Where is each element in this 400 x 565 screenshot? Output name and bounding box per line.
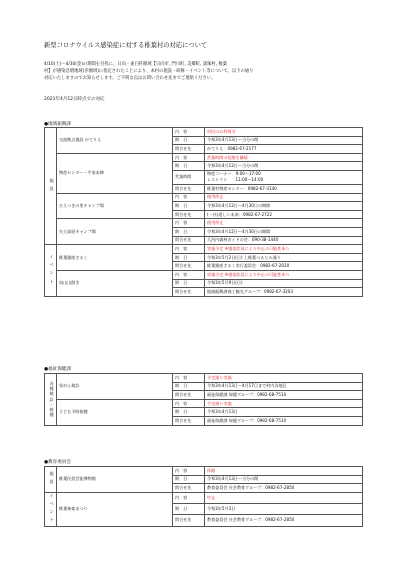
group-label-char: 施 [49, 471, 54, 477]
row-value: 椎葉銀座さるく実行委員会 0982-67-2020 [205, 262, 363, 271]
intro-line: 村】が感染急増地域(赤圏域)に指定されたことにより、本村の施設・研修・イベント等について、以下の通り [44, 69, 254, 74]
row-value: 令和3年5月3日 [205, 504, 363, 515]
status-value: 予定通り実施 [205, 399, 363, 408]
row-label: 期 日 [173, 382, 205, 391]
row-label: 問合せ先 [173, 145, 205, 154]
row-value: 福祉保健課 保健グループ：0982-68-7510 [205, 416, 363, 425]
table-row [45, 128, 363, 137]
row-label: 期 日 [173, 136, 205, 145]
intro-line: 対応いたしますのでお知らせします。ご不明な点はお問い合わせ先までご連絡ください。 [44, 76, 216, 81]
row-value: 令和3年4月13日 [205, 408, 363, 417]
table-row [45, 467, 363, 476]
row-label: 内 容 [173, 193, 205, 202]
table-row [45, 245, 363, 254]
status-value: 実施予定 ※感染状況により中止の可能性あり [205, 270, 363, 279]
row-label: 期 日 [173, 253, 205, 262]
document-title: 新型コロナウイルス感染症に対する椎葉村の対応について [44, 42, 208, 49]
intro-paragraph [44, 61, 364, 82]
intro-line: 4/10(土)～4/30(金)の期間を目処に、日向・東臼杵圏域【日向市, 門川町, 美郷町, 諸塚村, 椎葉 [44, 62, 228, 67]
row-value: 教育委員会 社会教育グループ：0982-67-2850 [205, 515, 363, 526]
group-label-char: イ [49, 492, 54, 498]
row-value: 令和3年4月12日～4月30日の期間 [205, 202, 363, 211]
group-label-char: ベ [49, 262, 54, 268]
group-label-char: 設 [49, 479, 54, 485]
row-label: 内 容 [173, 128, 205, 137]
status-value: 実施予定 ※感染状況により中止の可能性あり [205, 245, 363, 254]
business-hours-value [205, 170, 363, 184]
group-label-char: 種 [49, 412, 54, 418]
status-value: 使用停止 [205, 219, 363, 228]
row-value: (一社)逞しい未来：0982-67-2722 [205, 210, 363, 219]
row-value: 地域振興課商工観光グループ：0982-67-3203 [205, 288, 363, 297]
group-label-char: ・ [49, 401, 54, 407]
row-value: かてりえ：0982-67-2177 [205, 145, 363, 154]
row-value: 令和3年4月12日～4月30日の期間 [205, 227, 363, 236]
status-value: 休館 [205, 467, 363, 476]
table-row [45, 153, 363, 162]
facility-name: 椎葉民俗芸能博物館 [57, 467, 173, 493]
section-table [44, 466, 363, 527]
row-value: 椎葉村物産センター：0982-67-3140 [205, 184, 363, 193]
status-value: 使用停止 [205, 193, 363, 202]
row-label: 内 容 [173, 399, 205, 408]
row-label: 内 容 [173, 270, 205, 279]
facility-name: 胃がん検診 [57, 374, 173, 400]
row-label: 問合せ先 [173, 236, 205, 245]
section-table [44, 127, 363, 297]
group-label-char: ト [49, 517, 54, 523]
group-label-char: 診 [49, 396, 54, 402]
row-value: 令和3年4月12日～当分の間 [205, 162, 363, 171]
row-label: 営業時間 [173, 170, 205, 184]
group-label-char: 施 [49, 177, 54, 183]
facility-name: 交流拠点施設 かてりえ [57, 128, 173, 154]
facility-name: 椎葉銀座さるく [57, 245, 173, 271]
group-label-char: ト [49, 278, 54, 284]
row-label: 期 日 [173, 202, 205, 211]
group-label-char: 各 [49, 381, 54, 387]
row-label: 内 容 [173, 374, 205, 383]
facility-name: 扇山山開き [57, 270, 173, 296]
row-label: 問合せ先 [173, 288, 205, 297]
table-row [45, 270, 363, 279]
facility-name: 物産センター・平家本陣 [57, 153, 173, 193]
table-row [45, 492, 363, 503]
row-label: 内 容 [173, 153, 205, 162]
status-value: 営業時間の短縮を継続 [205, 153, 363, 162]
row-value: 令和3年4月13日～当分の間 [205, 475, 363, 484]
status-value: 予定通り実施 [205, 374, 363, 383]
facility-name: 椎葉神楽まつり [57, 492, 173, 526]
section-title: ●福祉保健課 [44, 367, 71, 372]
row-label: 期 日 [173, 408, 205, 417]
row-label: 問合せ先 [173, 391, 205, 400]
group-label-cell [45, 374, 57, 426]
row-value: 教育委員会 社会教育グループ：0982-67-2850 [205, 484, 363, 493]
hours-line: 物産コーナー 9:00～17:00 [207, 171, 261, 177]
row-label: 問合せ先 [173, 262, 205, 271]
row-label: 期 日 [173, 475, 205, 484]
group-label-char: 設 [49, 186, 54, 192]
group-label-char: 検 [49, 391, 54, 397]
row-value: 福祉保健課 保健グループ：0982-68-7510 [205, 391, 363, 400]
section-table [44, 373, 363, 426]
group-label-cell [45, 492, 57, 526]
row-label: 内 容 [173, 245, 205, 254]
row-label: 問合せ先 [173, 416, 205, 425]
group-label-char: 種 [49, 386, 54, 392]
table-row [45, 399, 363, 408]
group-label-char: ン [49, 270, 54, 276]
group-label-char: ベ [49, 500, 54, 506]
section-title: ●地域振興課 [44, 122, 71, 127]
table-row [45, 374, 363, 383]
group-label-char: イ [49, 254, 54, 259]
facility-name: ひえつきの里キャンプ場 [57, 193, 173, 219]
section-title: ●教育委員会 [44, 460, 71, 465]
group-label-cell [45, 245, 57, 297]
row-label: 問合せ先 [173, 184, 205, 193]
row-value: 大河内森林ガイドの会：090-38-1440 [205, 236, 363, 245]
row-label: 内 容 [173, 219, 205, 228]
group-label-char: 接 [49, 407, 54, 413]
row-label: 問合せ先 [173, 515, 205, 526]
row-label: 期 日 [173, 279, 205, 288]
table-row [45, 193, 363, 202]
row-label: 問合せ先 [173, 484, 205, 493]
group-label-char: ン [49, 509, 54, 515]
status-value: 村民のみ利用可 [205, 128, 363, 137]
table-row [45, 219, 363, 228]
row-value: 令和3年5月2日(日) 上椎葉つるとみ通り [205, 253, 363, 262]
row-value: 令和3年5月9日(日) [205, 279, 363, 288]
as-of-date: 2021年4月12日時点での対応 [44, 97, 105, 102]
facility-name: 子ども予防接種 [57, 399, 173, 425]
row-value: 令和3年4月13日～4月17日まで村内各地区 [205, 382, 363, 391]
group-label-cell [45, 467, 57, 493]
row-label: 問合せ先 [173, 210, 205, 219]
status-value: 中止 [205, 492, 363, 503]
group-label-cell [45, 128, 57, 245]
row-label: 期 日 [173, 162, 205, 171]
row-label: 期 日 [173, 504, 205, 515]
hours-line: レストラン 11:00～14:00 [207, 177, 264, 183]
row-label: 期 日 [173, 227, 205, 236]
row-value: 令和3年4月13日～当分の間 [205, 136, 363, 145]
facility-name: 矢立高原キャンプ場 [57, 219, 173, 245]
row-label: 内 容 [173, 467, 205, 476]
row-label: 内 容 [173, 492, 205, 503]
